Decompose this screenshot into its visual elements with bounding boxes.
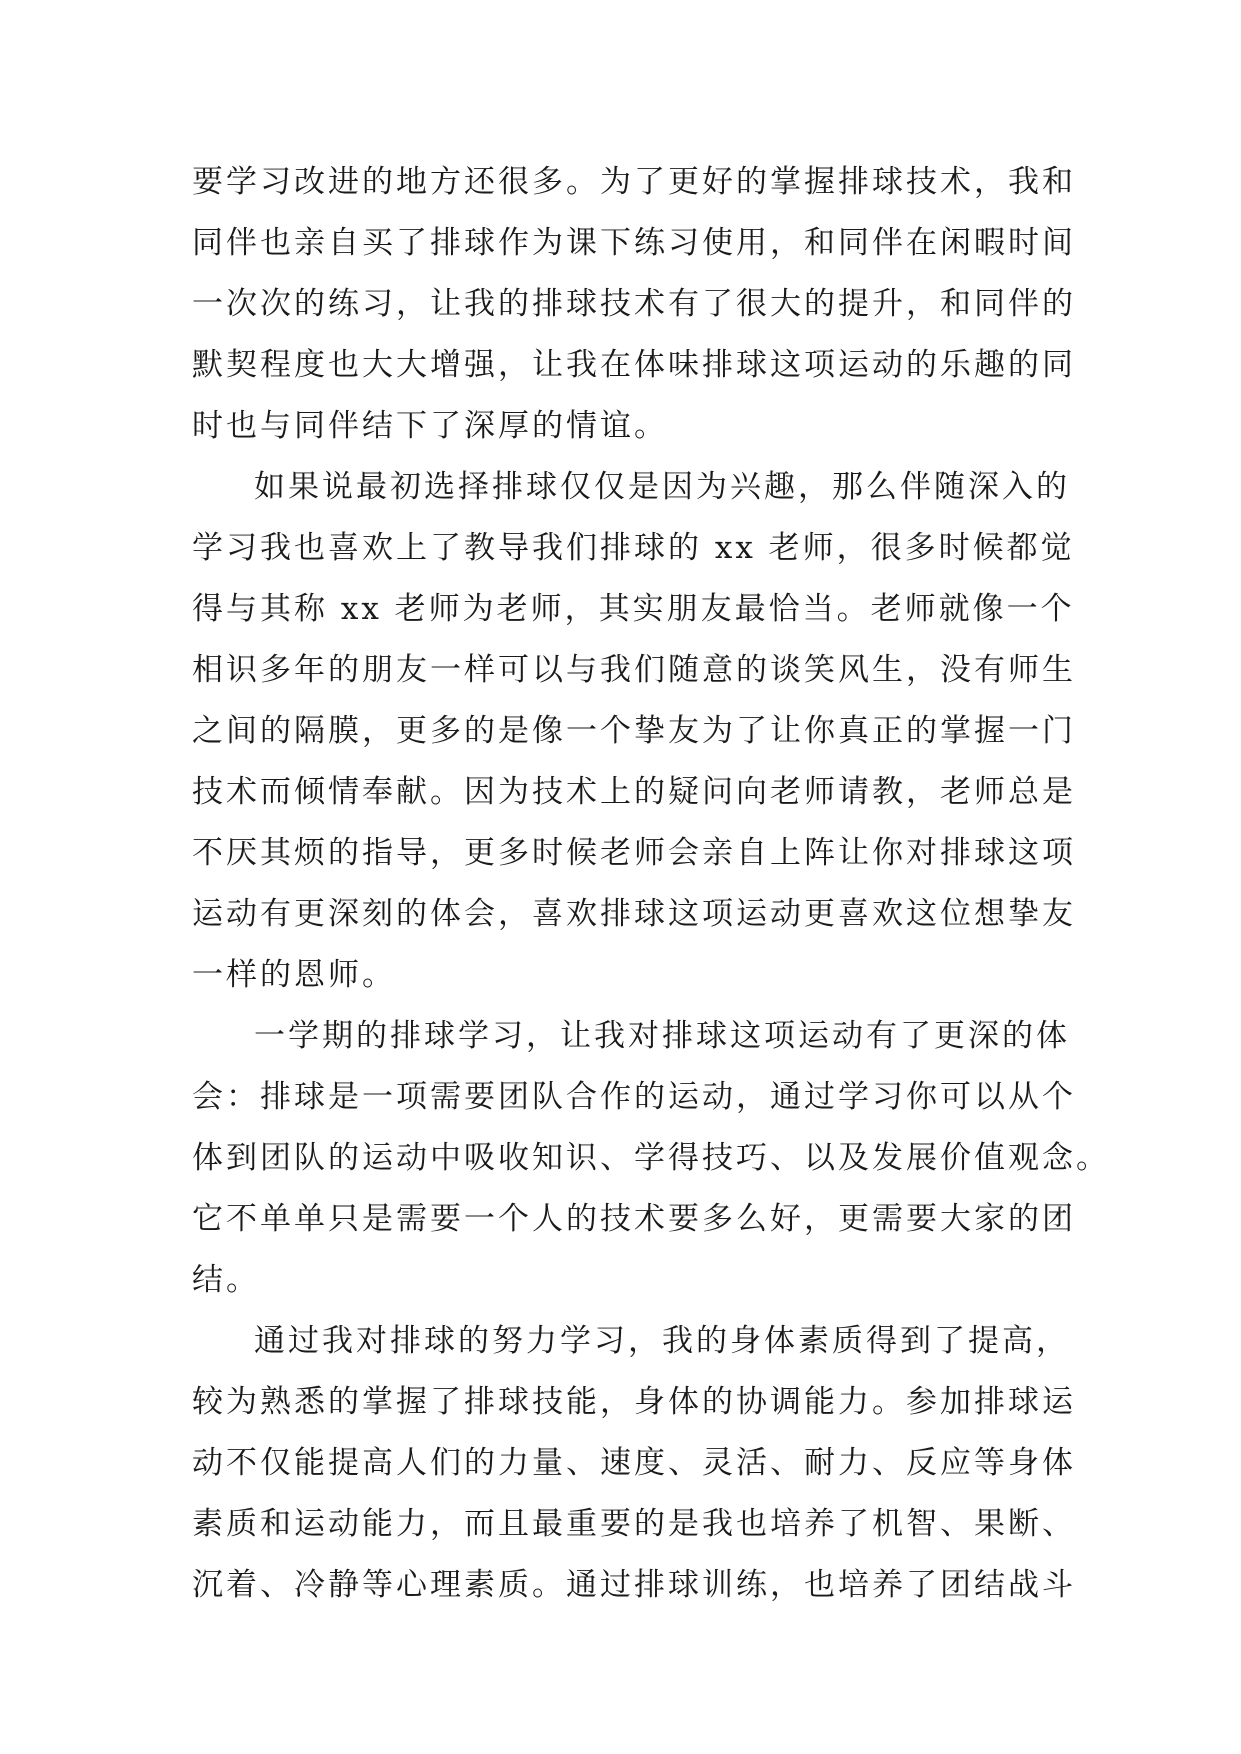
text-line: 学习我也喜欢上了教导我们排球的 xx 老师，很多时候都觉 [192, 530, 1075, 566]
paragraph-first-line: 通过我对排球的努力学习，我的身体素质得到了提高， [254, 1323, 1070, 1359]
text-line: 同伴也亲自买了排球作为课下练习使用，和同伴在闲暇时间 [192, 225, 1076, 261]
text-line: 默契程度也大大增强，让我在体味排球这项运动的乐趣的同 [192, 347, 1076, 383]
text-line: 结。 [192, 1262, 260, 1298]
text-line: 它不单单只是需要一个人的技术要多么好，更需要大家的团 [192, 1201, 1076, 1237]
text-line: 较为熟悉的掌握了排球技能，身体的协调能力。参加排球运 [192, 1384, 1076, 1420]
text-line: 技术而倾情奉献。因为技术上的疑问向老师请教，老师总是 [192, 774, 1076, 810]
text-line: 一次次的练习，让我的排球技术有了很大的提升，和同伴的 [192, 286, 1076, 322]
document-body [192, 152, 1110, 1616]
text-line: 素质和运动能力，而且最重要的是我也培养了机智、果断、 [192, 1506, 1076, 1542]
text-line: 不厌其烦的指导，更多时候老师会亲自上阵让你对排球这项 [192, 835, 1076, 871]
text-line: 要学习改进的地方还很多。为了更好的掌握排球技术，我和 [192, 164, 1076, 200]
text-line: 一样的恩师。 [192, 957, 396, 993]
text-line: 相识多年的朋友一样可以与我们随意的谈笑风生，没有师生 [192, 652, 1076, 688]
text-line: 动不仅能提高人们的力量、速度、灵活、耐力、反应等身体 [192, 1445, 1076, 1481]
text-line: 体到团队的运动中吸收知识、学得技巧、以及发展价值观念。 [192, 1140, 1110, 1176]
paragraph-first-line: 一学期的排球学习，让我对排球这项运动有了更深的体 [254, 1018, 1070, 1054]
paragraph-first-line: 如果说最初选择排球仅仅是因为兴趣，那么伴随深入的 [254, 469, 1070, 505]
text-line: 得与其称 xx 老师为老师，其实朋友最恰当。老师就像一个 [192, 591, 1075, 627]
text-line: 运动有更深刻的体会，喜欢排球这项运动更喜欢这位想挚友 [192, 896, 1076, 932]
text-line: 会：排球是一项需要团队合作的运动，通过学习你可以从个 [192, 1079, 1076, 1115]
text-line: 之间的隔膜，更多的是像一个挚友为了让你真正的掌握一门 [192, 713, 1076, 749]
text-line: 时也与同伴结下了深厚的情谊。 [192, 408, 668, 444]
text-line: 沉着、冷静等心理素质。通过排球训练，也培养了团结战斗 [192, 1567, 1076, 1603]
